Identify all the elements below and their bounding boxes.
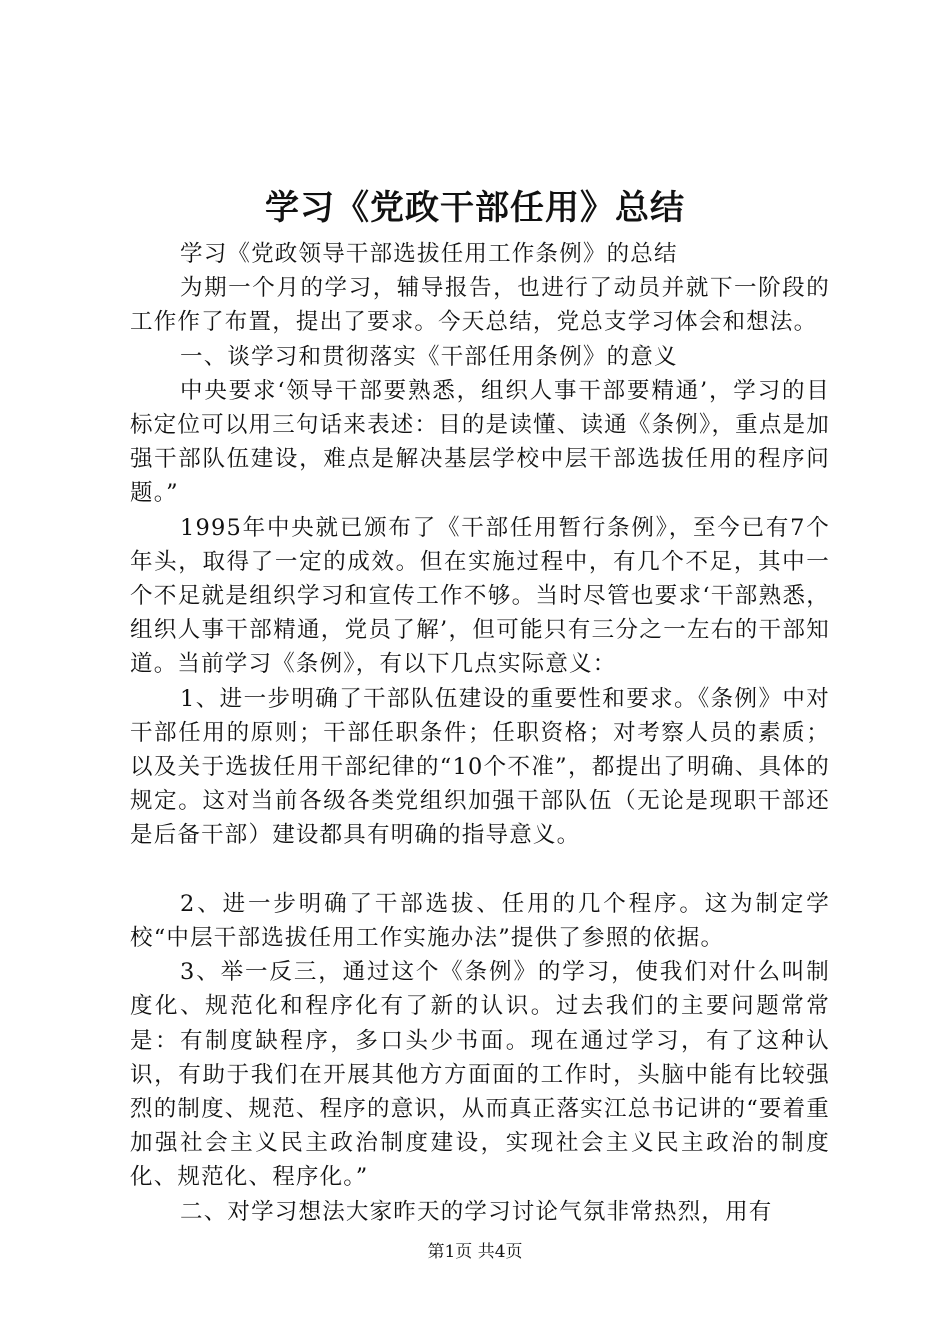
paragraph-point-2: 2、进一步明确了干部选拔、任用的几个程序。这为制定学校“中层干部选拔任用工作实施办法”提供了参照的依据。 <box>130 890 830 952</box>
paragraph-history: 1995年中央就已颁布了《干部任用暂行条例》，至今已有7个年头，取得了一定的成效。但在实施过程中，有几个不足，其中一个不足就是组织学习和宣传工作不够。当时尽管也要求‘干部熟悉，组织人事干部精通，党员了解’，但可能只有三分之一左右的干部知道。当前学习《条例》，有以下几点实际意义： <box>130 514 830 678</box>
section-heading-1: 一、谈学习和贯彻落实《干部任用条例》的意义 <box>180 343 678 370</box>
document-body <box>130 237 830 1229</box>
paragraph-intro: 为期一个月的学习，辅导报告，也进行了动员并就下一阶段的工作作了布置，提出了要求。今天总结，党总支学习体会和想法。 <box>130 275 830 336</box>
paragraph-subtitle: 学习《党政领导干部选拔任用工作条例》的总结 <box>180 241 678 267</box>
section-heading-2: 二、对学习想法大家昨天的学习讨论气氛非常热烈，用有 <box>180 1198 773 1225</box>
paragraph-point-1: 1、进一步明确了干部队伍建设的重要性和要求。《条例》中对干部任用的原则；干部任职条件；任职资格；对考察人员的素质；以及关于选拔任用干部纪律的“10个不准”，都提出了明确、具体的规定。这对当前各级各类党组织加强干部队伍（无论是现职干部还是后备干部）建设都具有明确的指导意义。 <box>130 685 830 849</box>
paragraph-central-requirement: 中央要求‘领导干部要熟悉，组织人事干部要精通’，学习的目标定位可以用三句话来表述：目的是读懂、读通《条例》，重点是加强干部队伍建设，难点是解决基层学校中层干部选拔任用的程序问题。” <box>130 377 830 507</box>
paragraph-point-3: 3、举一反三，通过这个《条例》的学习，使我们对什么叫制度化、规范化和程序化有了新的认识。过去我们的主要问题常常是：有制度缺程序，多口头少书面。现在通过学习，有了这种认识，有助于我们在开展其他方方面面的工作时，头脑中能有比较强烈的制度、规范、程序的意识，从而真正落实江总书记讲的“要着重加强社会主义民主政治制度建设，实现社会主义民主政治的制度化、规范化、程序化。” <box>130 959 831 1191</box>
document-title: 学习《党政干部任用》总结 <box>265 188 685 228</box>
page-number-footer: 第1页 共4页 <box>427 1242 523 1262</box>
